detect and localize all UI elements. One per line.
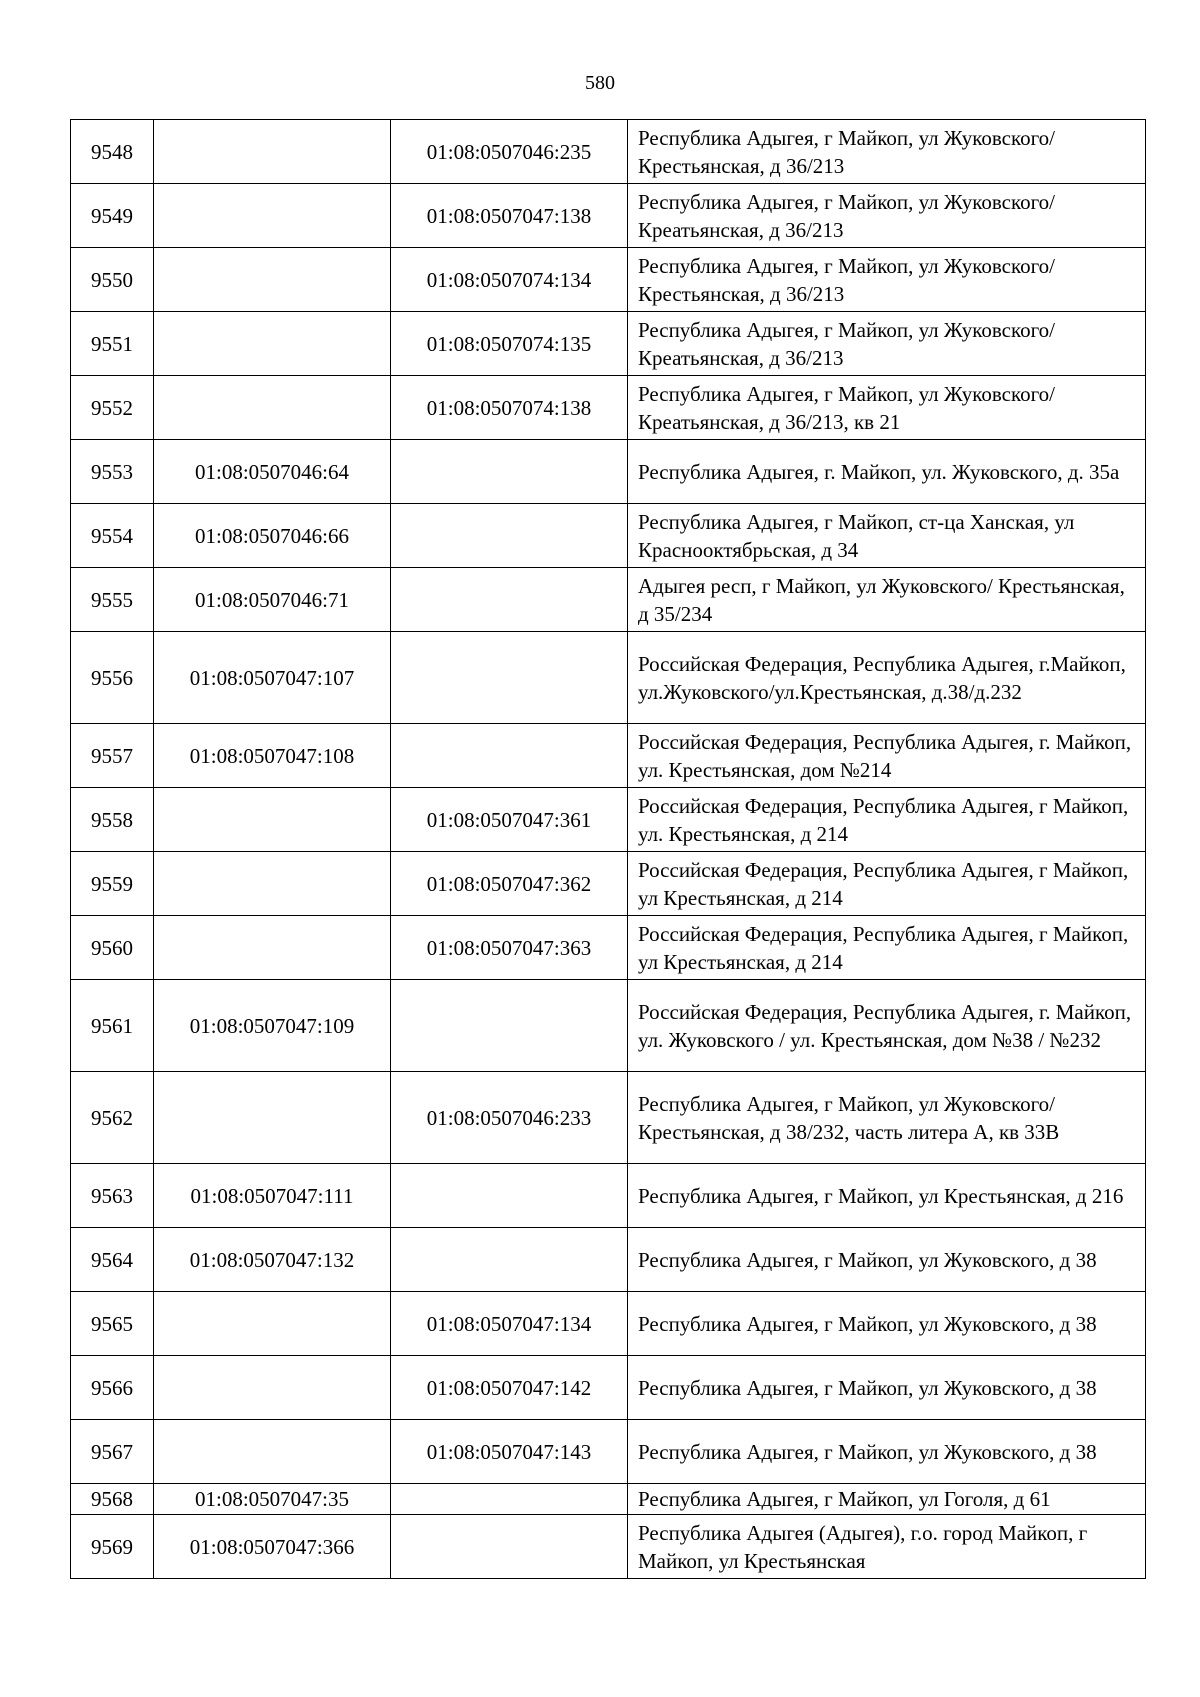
object-cadastral-number-cell: 01:08:0507046:233 xyxy=(391,1072,628,1164)
row-number-cell: 9565 xyxy=(71,1292,154,1356)
land-cadastral-number-cell xyxy=(154,788,391,852)
table-row xyxy=(71,1420,1146,1484)
table-row xyxy=(71,312,1146,376)
address-cell: Республика Адыгея, г Майкоп, ул Жуковского/Креатьянская, д 36/213 xyxy=(628,184,1146,248)
object-cadastral-number-cell xyxy=(391,1228,628,1292)
object-cadastral-number-cell: 01:08:0507074:135 xyxy=(391,312,628,376)
table-row xyxy=(71,852,1146,916)
object-cadastral-number-cell xyxy=(391,724,628,788)
address-cell: Российская Федерация, Республика Адыгея, г.Майкоп, ул.Жуковского/ул.Крестьянская, д.38/д.232 xyxy=(628,632,1146,724)
land-cadastral-number-cell xyxy=(154,1356,391,1420)
address-cell: Республика Адыгея, г Майкоп, ул Жуковского, д 38 xyxy=(628,1420,1146,1484)
land-cadastral-number-cell: 01:08:0507046:66 xyxy=(154,504,391,568)
table-row xyxy=(71,1292,1146,1356)
table-row xyxy=(71,1228,1146,1292)
address-cell: Республика Адыгея, г Майкоп, ул Жуковского, д 38 xyxy=(628,1292,1146,1356)
row-number-cell: 9568 xyxy=(71,1484,154,1515)
object-cadastral-number-cell xyxy=(391,1484,628,1515)
land-cadastral-number-cell: 01:08:0507046:71 xyxy=(154,568,391,632)
land-cadastral-number-cell: 01:08:0507047:109 xyxy=(154,980,391,1072)
row-number-cell: 9560 xyxy=(71,916,154,980)
table-row xyxy=(71,980,1146,1072)
land-cadastral-number-cell: 01:08:0507047:366 xyxy=(154,1515,391,1579)
land-cadastral-number-cell xyxy=(154,376,391,440)
land-cadastral-number-cell xyxy=(154,312,391,376)
address-cell: Республика Адыгея, г Майкоп, ул Жуковского, д 38 xyxy=(628,1228,1146,1292)
address-cell: Республика Адыгея, г Майкоп, ул Жуковского/Крестьянская, д 36/213 xyxy=(628,120,1146,184)
row-number-cell: 9553 xyxy=(71,440,154,504)
object-cadastral-number-cell: 01:08:0507047:361 xyxy=(391,788,628,852)
row-number-cell: 9567 xyxy=(71,1420,154,1484)
address-cell: Республика Адыгея, г Майкоп, ул Жуковского/Крестьянская, д 38/232, часть литера А, кв 33В xyxy=(628,1072,1146,1164)
row-number-cell: 9561 xyxy=(71,980,154,1072)
row-number-cell: 9555 xyxy=(71,568,154,632)
object-cadastral-number-cell: 01:08:0507047:362 xyxy=(391,852,628,916)
object-cadastral-number-cell xyxy=(391,568,628,632)
table-row xyxy=(71,916,1146,980)
address-cell: Республика Адыгея, г Майкоп, ул Гоголя, д 61 xyxy=(628,1484,1146,1515)
land-cadastral-number-cell xyxy=(154,852,391,916)
land-cadastral-number-cell xyxy=(154,1072,391,1164)
object-cadastral-number-cell: 01:08:0507047:143 xyxy=(391,1420,628,1484)
address-cell: Российская Федерация, Республика Адыгея, г. Майкоп, ул. Жуковского / ул. Крестьянская, дом №38 / №232 xyxy=(628,980,1146,1072)
object-cadastral-number-cell: 01:08:0507047:134 xyxy=(391,1292,628,1356)
address-cell: Российская Федерация, Республика Адыгея, г Майкоп, ул Крестьянская, д 214 xyxy=(628,852,1146,916)
address-cell: Республика Адыгея, г Майкоп, ст-ца Ханская, ул Краснооктябрьская, д 34 xyxy=(628,504,1146,568)
land-cadastral-number-cell: 01:08:0507047:107 xyxy=(154,632,391,724)
object-cadastral-number-cell: 01:08:0507047:138 xyxy=(391,184,628,248)
address-cell: Российская Федерация, Республика Адыгея, г Майкоп, ул Крестьянская, д 214 xyxy=(628,916,1146,980)
page-number: 580 xyxy=(585,72,615,94)
object-cadastral-number-cell xyxy=(391,504,628,568)
registry-table xyxy=(70,119,1146,1579)
object-cadastral-number-cell xyxy=(391,632,628,724)
object-cadastral-number-cell xyxy=(391,980,628,1072)
address-cell: Российская Федерация, Республика Адыгея, г. Майкоп, ул. Крестьянская, дом №214 xyxy=(628,724,1146,788)
object-cadastral-number-cell xyxy=(391,440,628,504)
land-cadastral-number-cell xyxy=(154,916,391,980)
row-number-cell: 9551 xyxy=(71,312,154,376)
object-cadastral-number-cell: 01:08:0507047:363 xyxy=(391,916,628,980)
table-row xyxy=(71,1072,1146,1164)
land-cadastral-number-cell: 01:08:0507047:35 xyxy=(154,1484,391,1515)
registry-table-body xyxy=(71,120,1146,1579)
table-row xyxy=(71,1484,1146,1515)
row-number-cell: 9549 xyxy=(71,184,154,248)
table-row xyxy=(71,1164,1146,1228)
row-number-cell: 9563 xyxy=(71,1164,154,1228)
row-number-cell: 9557 xyxy=(71,724,154,788)
row-number-cell: 9548 xyxy=(71,120,154,184)
address-cell: Республика Адыгея, г Майкоп, ул Жуковского/Креатьянская, д 36/213, кв 21 xyxy=(628,376,1146,440)
table-row xyxy=(71,1515,1146,1579)
land-cadastral-number-cell: 01:08:0507047:108 xyxy=(154,724,391,788)
table-row xyxy=(71,440,1146,504)
row-number-cell: 9559 xyxy=(71,852,154,916)
address-cell: Республика Адыгея (Адыгея), г.о. город Майкоп, г Майкоп, ул Крестьянская xyxy=(628,1515,1146,1579)
row-number-cell: 9558 xyxy=(71,788,154,852)
row-number-cell: 9569 xyxy=(71,1515,154,1579)
address-cell: Российская Федерация, Республика Адыгея, г Майкоп, ул. Крестьянская, д 214 xyxy=(628,788,1146,852)
land-cadastral-number-cell: 01:08:0507047:111 xyxy=(154,1164,391,1228)
address-cell: Республика Адыгея, г Майкоп, ул Жуковского/Крестьянская, д 36/213 xyxy=(628,248,1146,312)
object-cadastral-number-cell: 01:08:0507046:235 xyxy=(391,120,628,184)
land-cadastral-number-cell: 01:08:0507046:64 xyxy=(154,440,391,504)
land-cadastral-number-cell xyxy=(154,184,391,248)
object-cadastral-number-cell xyxy=(391,1164,628,1228)
table-row xyxy=(71,184,1146,248)
table-row xyxy=(71,376,1146,440)
row-number-cell: 9564 xyxy=(71,1228,154,1292)
table-row xyxy=(71,724,1146,788)
row-number-cell: 9550 xyxy=(71,248,154,312)
row-number-cell: 9562 xyxy=(71,1072,154,1164)
object-cadastral-number-cell: 01:08:0507047:142 xyxy=(391,1356,628,1420)
land-cadastral-number-cell xyxy=(154,248,391,312)
table-row xyxy=(71,1356,1146,1420)
object-cadastral-number-cell: 01:08:0507074:138 xyxy=(391,376,628,440)
address-cell: Республика Адыгея, г Майкоп, ул Жуковского, д 38 xyxy=(628,1356,1146,1420)
table-row xyxy=(71,248,1146,312)
row-number-cell: 9554 xyxy=(71,504,154,568)
table-row xyxy=(71,632,1146,724)
object-cadastral-number-cell xyxy=(391,1515,628,1579)
row-number-cell: 9566 xyxy=(71,1356,154,1420)
address-cell: Республика Адыгея, г Майкоп, ул Крестьянская, д 216 xyxy=(628,1164,1146,1228)
address-cell: Республика Адыгея, г. Майкоп, ул. Жуковского, д. 35а xyxy=(628,440,1146,504)
table-row xyxy=(71,788,1146,852)
table-row xyxy=(71,120,1146,184)
land-cadastral-number-cell xyxy=(154,1420,391,1484)
land-cadastral-number-cell xyxy=(154,120,391,184)
row-number-cell: 9556 xyxy=(71,632,154,724)
table-row xyxy=(71,568,1146,632)
table-row xyxy=(71,504,1146,568)
address-cell: Республика Адыгея, г Майкоп, ул Жуковского/Креатьянская, д 36/213 xyxy=(628,312,1146,376)
row-number-cell: 9552 xyxy=(71,376,154,440)
land-cadastral-number-cell: 01:08:0507047:132 xyxy=(154,1228,391,1292)
object-cadastral-number-cell: 01:08:0507074:134 xyxy=(391,248,628,312)
address-cell: Адыгея респ, г Майкоп, ул Жуковского/ Крестьянская, д 35/234 xyxy=(628,568,1146,632)
land-cadastral-number-cell xyxy=(154,1292,391,1356)
